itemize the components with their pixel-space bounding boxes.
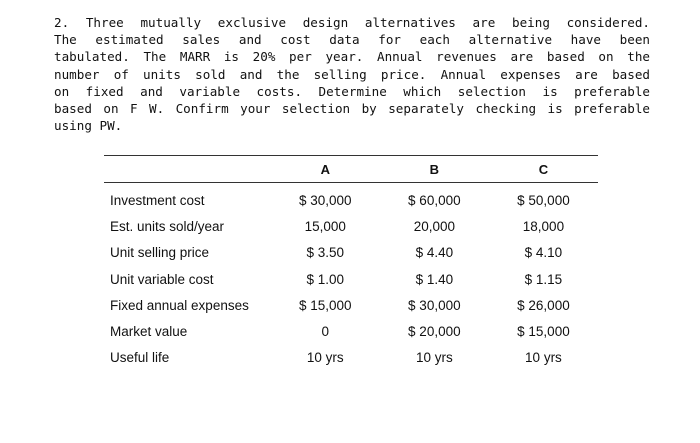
table-row [104,266,598,292]
header-corner [104,156,271,183]
row-label: Market value [110,324,188,340]
cell-value: $ 1.00 [306,271,345,287]
problem-line: number of units sold and the selling price. Annual expenses are based [54,66,650,82]
header-alternative-b: B [429,161,440,177]
cell-value: $ 60,000 [408,192,461,208]
cell-value: 20,000 [413,218,455,234]
row-label: Unit selling price [110,245,210,261]
header-row [104,156,598,183]
cell-value: $ 3.50 [306,245,345,261]
cell-value: $ 50,000 [517,192,570,208]
cell-value: $ 30,000 [408,297,461,313]
row-label: Unit variable cost [110,271,214,287]
row-label: Est. units sold/year [110,218,225,234]
problem-line: 2. Three mutually exclusive design alternatives are being considered. [54,15,650,30]
problem-line: based on F W. Confirm your selection by separately checking is preferable [54,101,650,117]
cell-value: 0 [321,324,330,340]
row-label: Fixed annual expenses [110,297,249,313]
cell-value: 18,000 [522,218,565,234]
problem-line: The estimated sales and cost data for each alternative have been [54,32,650,48]
table-row [104,345,598,371]
cell-value: 10 yrs [415,350,453,366]
problem-statement [54,14,650,134]
problem-line: tabulated. The MARR is 20% per year. Annual revenues are based on the [54,49,650,65]
table-row [104,183,598,214]
cell-value: 15,000 [304,218,346,234]
header-alternative-a: A [320,161,330,177]
table-row [104,240,598,266]
cell-value: $ 4.40 [415,245,454,261]
cell-value: $ 26,000 [517,297,570,313]
table-row [104,318,598,344]
cell-value: $ 4.10 [524,245,563,261]
cell-value: $ 1.15 [524,271,563,287]
row-label: Investment cost [110,192,205,208]
cell-value: $ 20,000 [408,324,461,340]
cell-value: $ 15,000 [298,297,352,313]
problem-line: using PW. [54,118,123,134]
table-row [104,292,598,318]
alternatives-table [104,155,598,371]
problem-line: on fixed and variable costs. Determine which selection is preferable [54,83,650,99]
cell-value: $ 15,000 [517,324,570,340]
header-alternative-c: C [538,161,549,177]
cell-value: $ 30,000 [298,192,352,208]
cell-value: $ 1.40 [415,271,454,287]
cell-value: 10 yrs [525,350,562,366]
row-label: Useful life [110,350,170,366]
table-header [104,156,598,183]
table-row [104,213,598,239]
table-body [104,183,598,372]
cell-value: 10 yrs [306,350,344,366]
